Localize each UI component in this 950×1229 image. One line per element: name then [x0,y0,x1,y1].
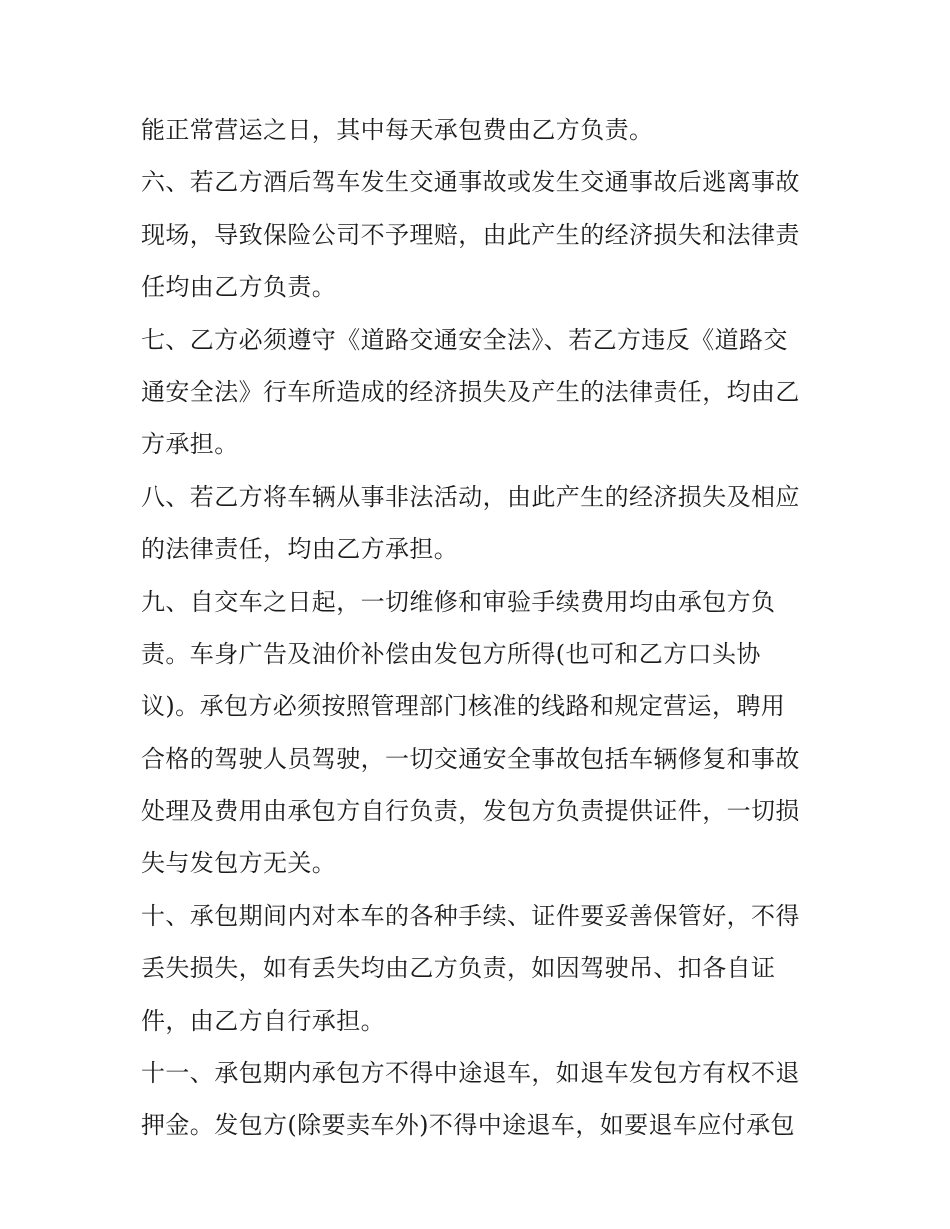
text-line: 六、若乙方酒后驾车发生交通事故或发生交通事故后逃离事故 [141,168,800,197]
contract-text [141,104,831,1152]
text-line: 责。车身广告及油价补偿由发包方所得(也可和乙方口头协 [141,639,761,668]
text-line: 押金。发包方(除要卖车外)不得中途退车，如要退车应付承包 [141,1111,795,1140]
text-line: 能正常营运之日，其中每天承包费由乙方负责。 [141,116,654,144]
text-line: 十一、承包期内承包方不得中途退车，如退车发包方有权不退 [141,1059,800,1088]
text-line: 七、乙方必须遵守《道路交通安全法》、若乙方违反《道路交 [141,325,788,354]
text-line: 件，由乙方自行承担。 [141,1006,385,1035]
text-line: 合格的驾驶人员驾驶，一切交通安全事故包括车辆修复和事故 [141,744,800,773]
text-line: 议)。承包方必须按照管理部门核准的线路和规定营运，聘用 [141,692,786,721]
text-line: 处理及费用由承包方自行负责，发包方负责提供证件，一切损 [141,797,800,826]
text-line: 方承担。 [141,430,239,459]
text-line: 现场，导致保险公司不予理赔，由此产生的经济损失和法律责 [141,220,800,249]
text-line: 的法律责任，均由乙方承担。 [141,535,459,564]
text-line: 通安全法》行车所造成的经济损失及产生的法律责任，均由乙 [141,377,800,406]
text-line: 丢失损失，如有丢失均由乙方负责，如因驾驶吊、扣各自证 [141,954,776,983]
text-line: 八、若乙方将车辆从事非法活动，由此产生的经济损失及相应 [141,482,800,511]
text-line: 九、自交车之日起，一切维修和审验手续费用均由承包方负 [141,587,776,616]
text-line: 失与发包方无关。 [141,849,337,878]
text-line: 十、承包期间内对本车的各种手续、证件要妥善保管好，不得 [141,901,800,930]
text-line: 任均由乙方负责。 [141,273,337,302]
